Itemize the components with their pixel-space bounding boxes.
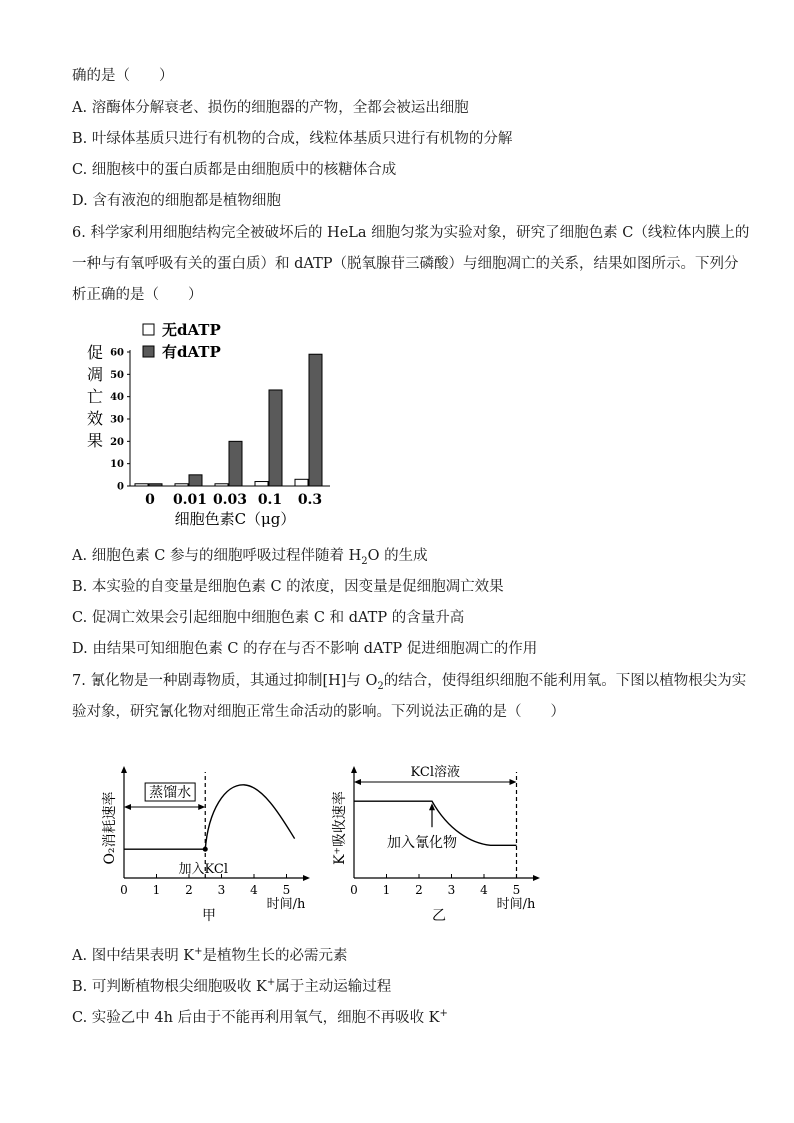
- x-tick-label: 0.03: [212, 492, 248, 508]
- question-6-option-d: D. 由结果可知细胞色素 C 的存在与否不影响 dATP 促进细胞凋亡的作用: [72, 641, 538, 657]
- legend-label: 无dATP: [162, 321, 221, 339]
- question-7-option-c: C. 实验乙中 4h 后由于不能再利用氧气，细胞不再吸收 K+: [72, 1008, 448, 1026]
- x-tick-label: 4: [250, 883, 258, 897]
- y-axis-label-char: 凋: [86, 365, 104, 384]
- question-7-stem-line-2: 验对象，研究氰化物对细胞正常生命活动的影响。下列说法正确的是（ ）: [72, 704, 565, 720]
- bar-with-datp: [229, 441, 242, 486]
- x-tick-label: 0.1: [257, 492, 283, 508]
- question-5-option-c: C. 细胞核中的蛋白质都是由细胞质中的核糖体合成: [72, 162, 397, 178]
- x-tick-label: 3: [447, 883, 456, 897]
- oxygen-consumption-chart: [98, 762, 318, 930]
- bracket-arrow-right: [198, 804, 205, 810]
- question-6-stem-line-3: 析正确的是（ ）: [72, 287, 203, 303]
- potassium-absorption-chart: [326, 762, 552, 930]
- bar-no-datp: [295, 479, 308, 486]
- y-axis-arrow: [121, 766, 127, 773]
- bar-with-datp: [269, 390, 282, 486]
- question-5-option-b: B. 叶绿体基质只进行有机物的合成，线粒体基质只进行有机物的分解: [72, 131, 513, 147]
- question-5-option-d: D. 含有液泡的细胞都是植物细胞: [72, 193, 281, 209]
- bracket-arrow-left: [124, 804, 131, 810]
- x-axis-label: 时间/h: [266, 897, 306, 912]
- x-tick-label: 0: [120, 883, 128, 897]
- x-axis-label: 时间/h: [496, 897, 536, 912]
- bar-with-datp: [149, 484, 162, 486]
- y-tick-label: 20: [110, 436, 124, 448]
- bracket-arrow-left: [354, 779, 361, 785]
- bracket-arrow-right: [510, 779, 517, 785]
- x-tick-label: 1: [152, 883, 161, 897]
- y-axis-label-char: 效: [86, 409, 104, 428]
- y-axis-label-char: 果: [86, 431, 104, 450]
- y-axis-label: K⁺吸收速率: [332, 791, 348, 865]
- y-tick-label: 30: [110, 414, 124, 426]
- bar-no-datp: [215, 484, 228, 486]
- y-axis-label: O₂消耗速率: [102, 791, 118, 865]
- legend-swatch: [143, 346, 154, 357]
- bar-no-datp: [255, 482, 268, 486]
- bar-with-datp: [189, 475, 202, 486]
- annotation-label: 加入氰化物: [387, 835, 457, 852]
- bar-no-datp: [135, 484, 148, 486]
- bar-with-datp: [309, 354, 322, 486]
- x-tick-label: 2: [415, 883, 423, 897]
- x-tick-label: 5: [282, 883, 291, 897]
- x-tick-label: 0: [145, 492, 155, 508]
- question-6-option-a: A. 细胞色素 C 参与的细胞呼吸过程伴随着 $H_2O$ 的生成: [72, 548, 428, 567]
- x-tick-label: 0: [350, 883, 358, 897]
- bar-no-datp: [175, 484, 188, 486]
- chart-caption: 甲: [202, 908, 216, 924]
- x-tick-label: 2: [185, 883, 193, 897]
- question-5-stem-tail: 确的是（ ）: [72, 68, 174, 84]
- question-6-stem-line-1: 6. 科学家利用细胞结构完全被破坏后的 HeLa 细胞匀浆为实验对象，研究了细胞色素 C（线粒体内膜上的: [72, 225, 750, 241]
- y-tick-label: 0: [117, 481, 124, 493]
- x-tick-label: 0.01: [172, 492, 208, 508]
- bracket-label: KCl溶液: [410, 765, 460, 780]
- x-tick-label: 4: [480, 883, 488, 897]
- chart-caption: 乙: [432, 908, 446, 924]
- x-tick-label: 5: [512, 883, 521, 897]
- y-axis-label-char: 亡: [86, 387, 104, 406]
- x-axis-label: 细胞色素C（μg）: [174, 510, 296, 528]
- y-tick-label: 50: [110, 369, 124, 381]
- bracket-label: 蒸馏水: [149, 785, 192, 801]
- question-6-stem-line-2: 一种与有氧呼吸有关的蛋白质）和 dATP（脱氧腺苷三磷酸）与细胞凋亡的关系，结果如图所示。下列分: [72, 256, 739, 272]
- legend-swatch: [143, 324, 154, 335]
- question-5-option-a: A. 溶酶体分解衰老、损伤的细胞器的产物，全都会被运出细胞: [72, 100, 469, 116]
- apoptosis-bar-chart: [80, 318, 350, 532]
- question-7-option-b: B. 可判断植物根尖细胞吸收 K+属于主动运输过程: [72, 977, 392, 995]
- y-tick-label: 40: [110, 392, 124, 404]
- question-7-option-a: A. 图中结果表明 K+是植物生长的必需元素: [72, 946, 348, 964]
- y-tick-label: 60: [110, 347, 124, 359]
- x-tick-label: 0.3: [297, 492, 323, 508]
- y-tick-label: 10: [110, 459, 124, 471]
- question-7-stem-line-1: 7. 氰化物是一种剧毒物质，其通过抑制[H]与 $O_2$的结合，使得组织细胞不能利用氧。下图以植物根尖为实: [72, 673, 747, 692]
- annotation-point: [203, 847, 208, 852]
- annotation-label: 加入KCl: [178, 862, 228, 878]
- x-axis-arrow: [303, 875, 310, 881]
- legend-label: 有dATP: [162, 343, 221, 361]
- x-tick-label: 3: [217, 883, 226, 897]
- y-axis-label-char: 促: [86, 343, 104, 362]
- x-axis-arrow: [533, 875, 540, 881]
- y-axis-arrow: [351, 766, 357, 773]
- question-6-option-b: B. 本实验的自变量是细胞色素 C 的浓度，因变量是促细胞凋亡效果: [72, 579, 504, 595]
- x-tick-label: 1: [382, 883, 391, 897]
- question-6-option-c: C. 促凋亡效果会引起细胞中细胞色素 C 和 dATP 的含量升高: [72, 610, 465, 626]
